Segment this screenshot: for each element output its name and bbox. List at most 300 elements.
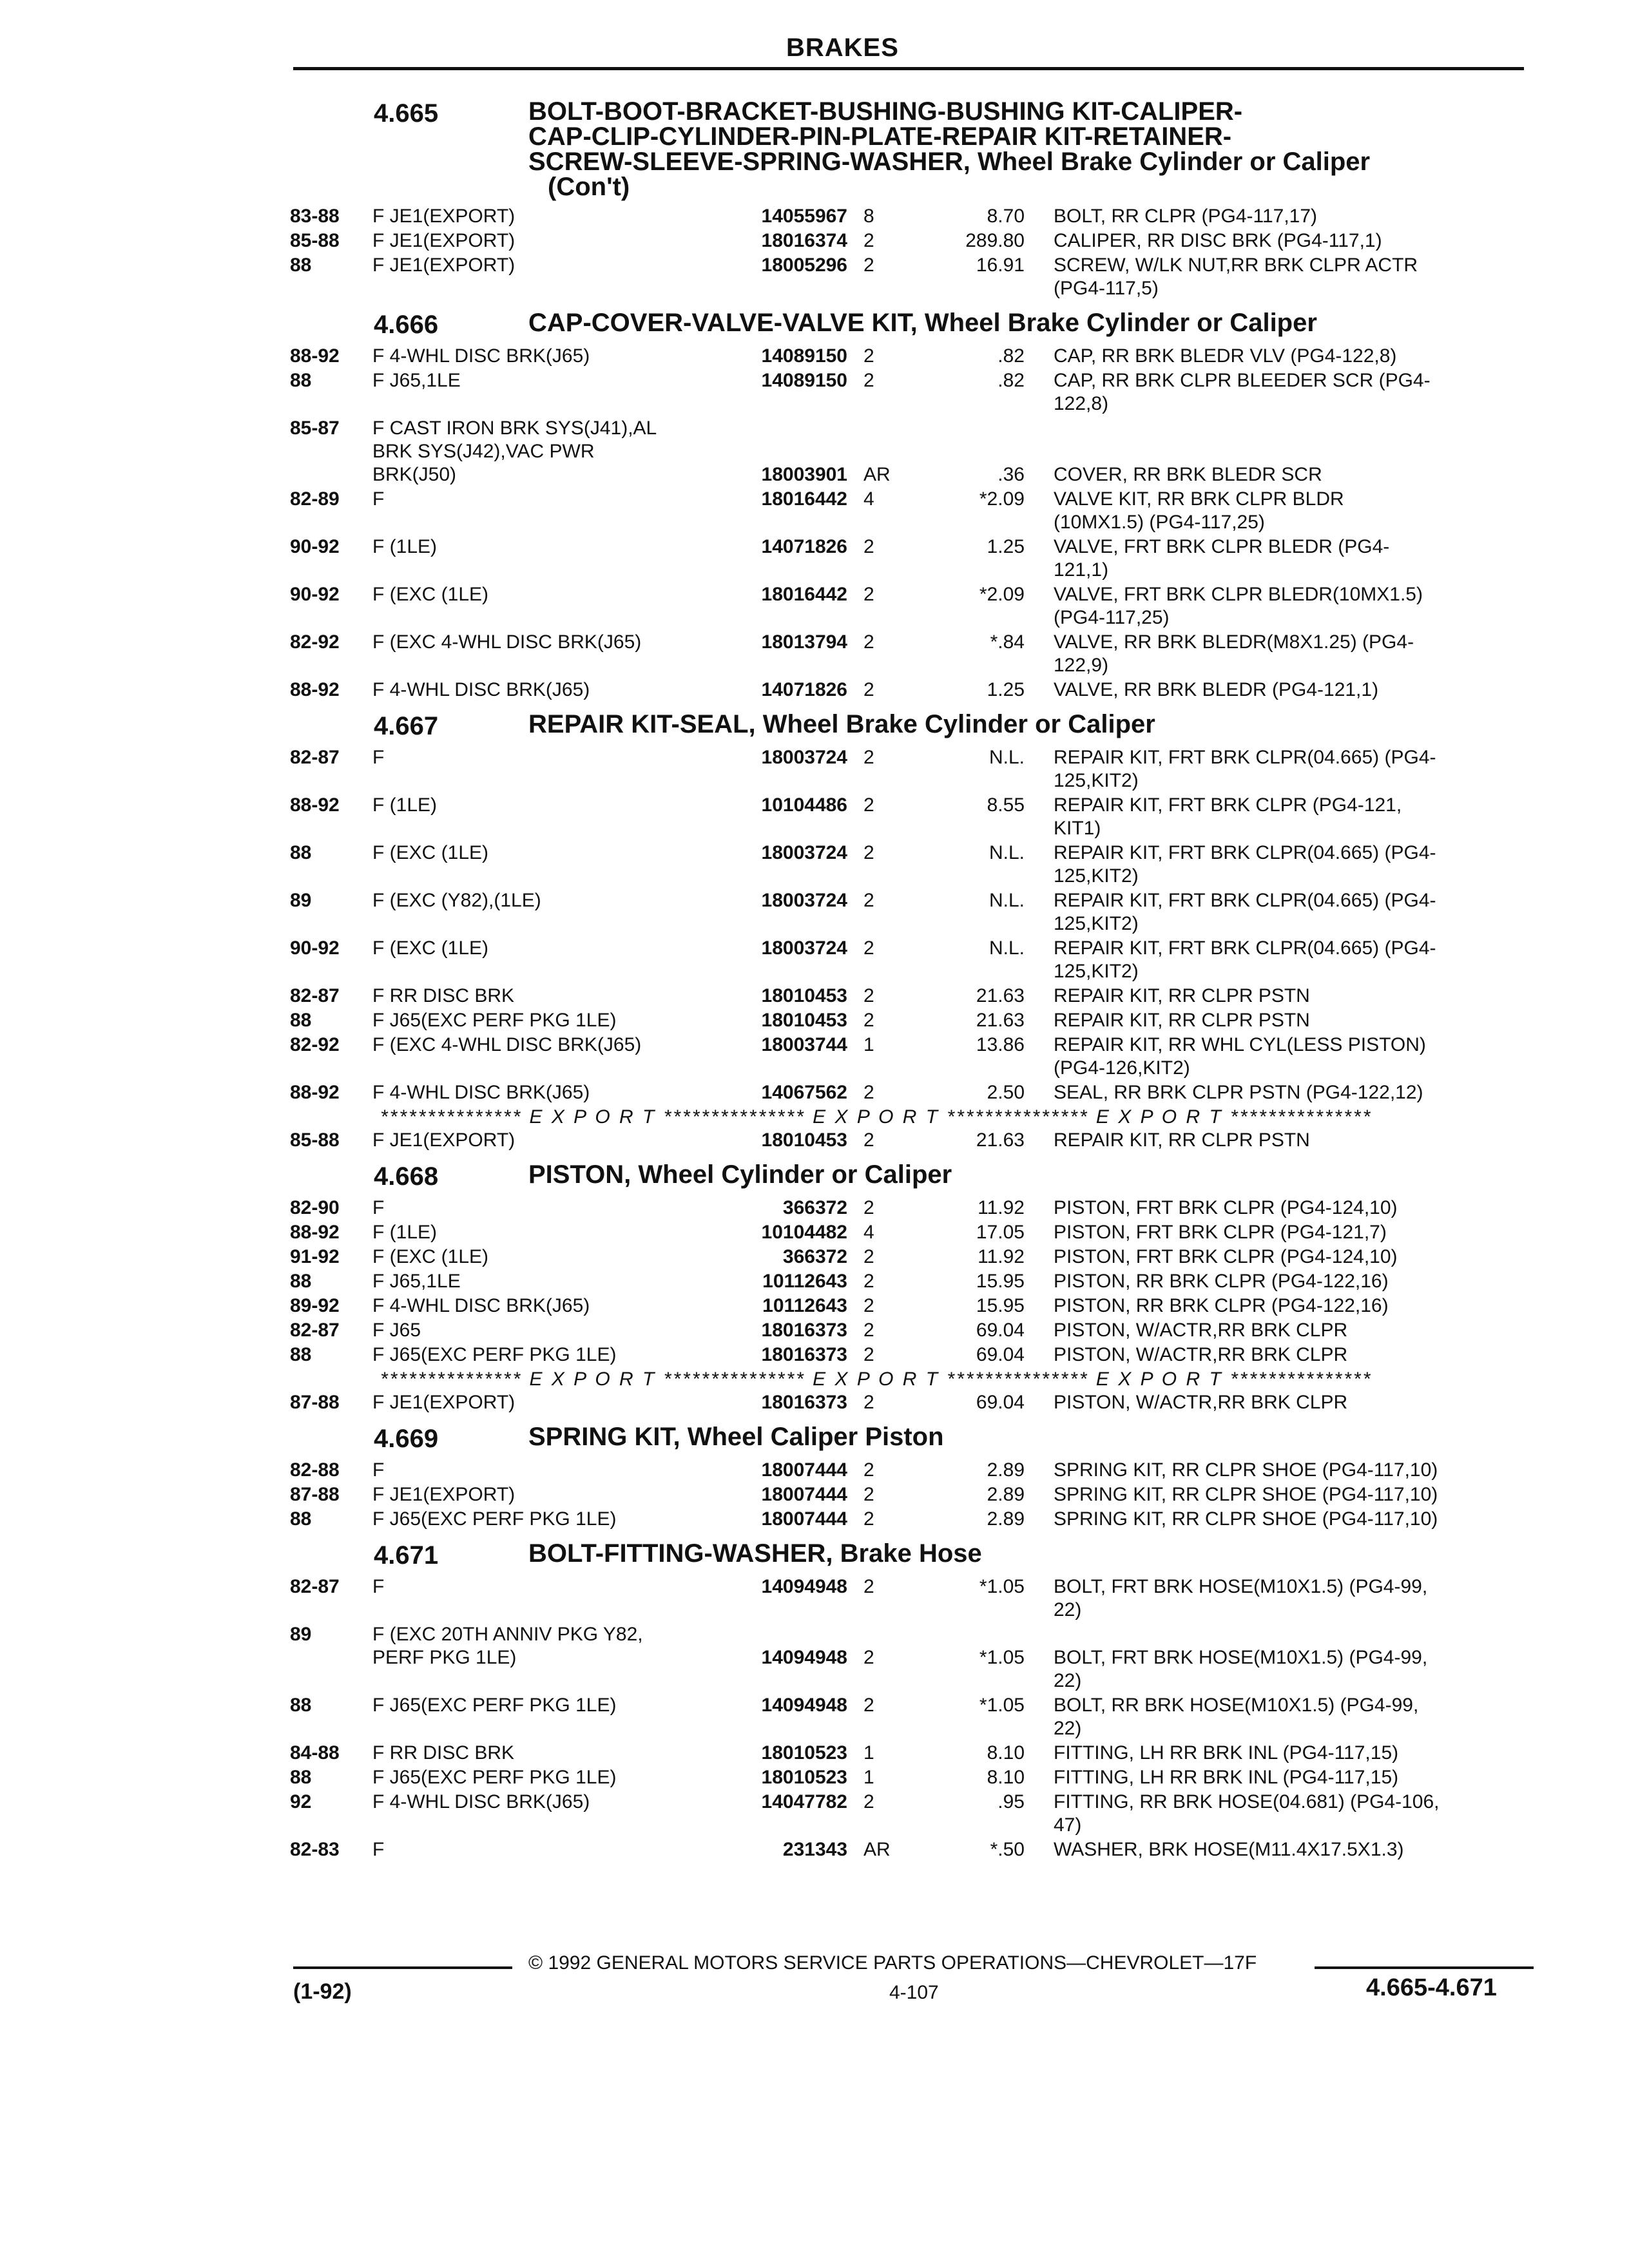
usage-condition: F JE1(EXPORT) <box>372 1484 516 1505</box>
table-row <box>290 1791 1530 1838</box>
footer-copyright: © 1992 GENERAL MOTORS SERVICE PARTS OPERATIONS—CHEVROLET—17F <box>528 1952 1257 1974</box>
table-row <box>290 1766 1530 1791</box>
table-row <box>290 1483 1530 1508</box>
part-number: 18016373 <box>761 1392 847 1413</box>
quantity: 2 <box>863 1576 874 1597</box>
part-number: 18003724 <box>761 842 847 863</box>
usage-condition: F (1LE) <box>372 1222 438 1243</box>
usage-condition: F 4-WHL DISC BRK(J65) <box>372 1295 590 1316</box>
part-number: 18016442 <box>761 584 847 605</box>
section-title-line: SCREW-SLEEVE-SPRING-WASHER, Wheel Brake Cylinder or Caliper <box>528 148 1371 176</box>
price: 15.95 <box>976 1271 1025 1292</box>
quantity: 2 <box>863 370 874 391</box>
price: 289.80 <box>965 230 1025 251</box>
section-heading <box>290 311 1530 340</box>
part-number: 14067562 <box>761 1082 847 1103</box>
usage-condition: F JE1(EXPORT) <box>372 255 516 276</box>
part-description: REPAIR KIT, RR CLPR PSTN <box>1054 985 1310 1006</box>
section-number: 4.667 <box>374 712 439 740</box>
part-description: SPRING KIT, RR CLPR SHOE (PG4-117,10) <box>1054 1508 1438 1530</box>
part-number: 18005296 <box>761 255 847 276</box>
table-row <box>290 1221 1530 1245</box>
usage-condition: F (1LE) <box>372 794 438 816</box>
part-description: CAP, RR BRK BLEDR VLV (PG4-122,8) <box>1054 345 1397 367</box>
part-number: 366372 <box>782 1197 847 1218</box>
part-number: 14094948 <box>761 1647 847 1668</box>
table-row <box>290 1319 1530 1343</box>
quantity: 2 <box>863 890 874 911</box>
section-heading <box>290 1425 1530 1454</box>
price: *.50 <box>990 1839 1025 1860</box>
export-divider: *************** E X P O R T *************** E X P O R T *************** E X P O R T *************** <box>380 1106 1373 1128</box>
usage-condition: F (1LE) <box>372 536 438 557</box>
footer-section-range: 4.665-4.671 <box>1366 1974 1497 2001</box>
model-years: 87-88 <box>290 1392 340 1413</box>
quantity: 4 <box>863 488 874 510</box>
model-years: 88-92 <box>290 679 340 700</box>
price: 69.04 <box>976 1320 1025 1341</box>
part-description: BOLT, RR BRK HOSE(M10X1.5) (PG4-99, 22) <box>1054 1695 1419 1739</box>
part-number: 18003724 <box>761 937 847 959</box>
section-title-line: PISTON, Wheel Cylinder or Caliper <box>528 1160 952 1189</box>
section-number: 4.671 <box>374 1541 439 1570</box>
part-description: SCREW, W/LK NUT,RR BRK CLPR ACTR (PG4-117,5) <box>1054 255 1418 299</box>
section-number: 4.666 <box>374 311 439 339</box>
table-row <box>290 583 1530 631</box>
table-row <box>290 1196 1530 1221</box>
price: 2.89 <box>987 1459 1025 1481</box>
section-title-line: REPAIR KIT-SEAL, Wheel Brake Cylinder or Caliper <box>528 710 1155 738</box>
price: 69.04 <box>976 1344 1025 1365</box>
quantity: 2 <box>863 1271 874 1292</box>
price: 21.63 <box>976 1129 1025 1151</box>
table-row <box>290 1623 1530 1694</box>
section-number: 4.668 <box>374 1162 439 1191</box>
model-years: 90-92 <box>290 536 340 557</box>
quantity: 8 <box>863 206 874 227</box>
usage-condition: F RR DISC BRK <box>372 1742 515 1763</box>
section-title <box>528 1425 1530 1450</box>
section-title <box>528 311 1530 336</box>
usage-condition: F (EXC (Y82),(1LE) <box>372 890 541 911</box>
part-number: 18003901 <box>761 464 847 485</box>
section-number: 4.665 <box>374 99 439 128</box>
price: 15.95 <box>976 1295 1025 1316</box>
model-years: 88-92 <box>290 1082 340 1103</box>
table-row <box>290 1575 1530 1623</box>
section-heading <box>290 712 1530 741</box>
price: *.84 <box>990 631 1025 653</box>
price: N.L. <box>988 937 1025 959</box>
quantity: 2 <box>863 1791 874 1812</box>
model-years: 83-88 <box>290 206 340 227</box>
price: N.L. <box>988 842 1025 863</box>
quantity: 2 <box>863 747 874 768</box>
section-title <box>528 1541 1530 1566</box>
table-row <box>290 1343 1530 1368</box>
part-description: VALVE KIT, RR BRK CLPR BLDR (10MX1.5) (PG4-117,25) <box>1054 488 1344 533</box>
part-number: 14094948 <box>761 1576 847 1597</box>
usage-condition: F CAST IRON BRK SYS(J41),AL BRK SYS(J42),VAC PWR BRK(J50) <box>372 418 657 485</box>
usage-condition: F J65 <box>372 1320 421 1341</box>
model-years: 88 <box>290 370 312 391</box>
price: 21.63 <box>976 985 1025 1006</box>
price: 11.92 <box>978 1246 1025 1267</box>
part-description: CAP, RR BRK CLPR BLEEDER SCR (PG4- 122,8) <box>1054 370 1431 414</box>
usage-condition: F 4-WHL DISC BRK(J65) <box>372 1082 590 1103</box>
table-row <box>290 1033 1530 1081</box>
part-description: PISTON, W/ACTR,RR BRK CLPR <box>1054 1344 1348 1365</box>
part-number: 14071826 <box>761 536 847 557</box>
section-title-line: CAP-CLIP-CYLINDER-PIN-PLATE-REPAIR KIT-RETAINER- <box>528 122 1232 151</box>
quantity: 2 <box>863 230 874 251</box>
quantity: 2 <box>863 1344 874 1365</box>
quantity: 2 <box>863 345 874 367</box>
part-number: 18016442 <box>761 488 847 510</box>
part-description: PISTON, FRT BRK CLPR (PG4-121,7) <box>1054 1222 1387 1243</box>
part-number: 10112643 <box>762 1271 847 1292</box>
table-row <box>290 254 1530 302</box>
part-description: REPAIR KIT, FRT BRK CLPR(04.665) (PG4- 125,KIT2) <box>1054 747 1436 791</box>
section-heading <box>290 99 1530 200</box>
model-years: 90-92 <box>290 584 340 605</box>
usage-condition: F (EXC 20TH ANNIV PKG Y82, PERF PKG 1LE) <box>372 1624 643 1668</box>
quantity: 2 <box>863 536 874 557</box>
price: 21.63 <box>976 1010 1025 1031</box>
part-description: BOLT, FRT BRK HOSE(M10X1.5) (PG4-99, 22) <box>1054 1647 1428 1691</box>
table-row <box>290 535 1530 583</box>
price: 1.25 <box>987 536 1025 557</box>
part-number: 18003724 <box>761 747 847 768</box>
part-number: 18016373 <box>761 1320 847 1341</box>
part-number: 18016373 <box>761 1344 847 1365</box>
price: 2.50 <box>987 1082 1025 1103</box>
part-description: REPAIR KIT, RR CLPR PSTN <box>1054 1129 1310 1151</box>
parts-listing <box>290 90 1530 1863</box>
price: .95 <box>998 1791 1025 1812</box>
part-number: 18010453 <box>761 1010 847 1031</box>
price: 17.05 <box>976 1222 1025 1243</box>
part-description: FITTING, RR BRK HOSE(04.681) (PG4-106, 47) <box>1054 1791 1440 1836</box>
price: 8.10 <box>987 1742 1025 1763</box>
price: 13.86 <box>976 1034 1025 1055</box>
quantity: 2 <box>863 1129 874 1151</box>
usage-condition: F 4-WHL DISC BRK(J65) <box>372 1791 590 1812</box>
table-row <box>290 1245 1530 1270</box>
quantity: 2 <box>863 584 874 605</box>
quantity: 2 <box>863 679 874 700</box>
model-years: 82-87 <box>290 1320 340 1341</box>
table-row <box>290 1742 1530 1766</box>
quantity: 1 <box>863 1034 874 1055</box>
table-row <box>290 1009 1530 1033</box>
quantity: 2 <box>863 1392 874 1413</box>
model-years: 89-92 <box>290 1295 340 1316</box>
price: 16.91 <box>976 255 1025 276</box>
price: 8.70 <box>987 206 1025 227</box>
price: *1.05 <box>979 1576 1025 1597</box>
quantity: 2 <box>863 842 874 863</box>
model-years: 82-89 <box>290 488 340 510</box>
model-years: 88 <box>290 1010 312 1031</box>
part-number: 18010523 <box>761 1767 847 1788</box>
section-title-line: BOLT-BOOT-BRACKET-BUSHING-BUSHING KIT-CALIPER- <box>528 97 1243 126</box>
quantity: 2 <box>863 1647 874 1668</box>
section-title-line: BOLT-FITTING-WASHER, Brake Hose <box>528 1539 982 1568</box>
part-description: REPAIR KIT, FRT BRK CLPR(04.665) (PG4- 125,KIT2) <box>1054 890 1436 934</box>
footer-rule-left <box>293 1966 512 1969</box>
model-years: 88 <box>290 1508 312 1530</box>
price: N.L. <box>988 747 1025 768</box>
model-years: 88 <box>290 1695 312 1716</box>
part-number: 18007444 <box>761 1508 847 1530</box>
part-number: 10104482 <box>761 1222 847 1243</box>
model-years: 82-87 <box>290 1576 340 1597</box>
usage-condition: F <box>372 1197 385 1218</box>
model-years: 88-92 <box>290 345 340 367</box>
table-row <box>290 937 1530 985</box>
part-number: 18016374 <box>761 230 847 251</box>
part-number: 366372 <box>782 1246 847 1267</box>
part-number: 14089150 <box>761 370 847 391</box>
quantity: 2 <box>863 1082 874 1103</box>
quantity: 2 <box>863 1295 874 1316</box>
price: .82 <box>998 345 1025 367</box>
model-years: 88 <box>290 842 312 863</box>
section-heading <box>290 1162 1530 1191</box>
quantity: 2 <box>863 255 874 276</box>
quantity: 2 <box>863 937 874 959</box>
part-description: COVER, RR BRK BLEDR SCR <box>1054 464 1322 485</box>
continued-label: (Con't) <box>548 173 630 201</box>
part-description: VALVE, FRT BRK CLPR BLEDR(10MX1.5) (PG4-117,25) <box>1054 584 1423 628</box>
usage-condition: F (EXC 4-WHL DISC BRK(J65) <box>372 631 642 653</box>
quantity: 2 <box>863 1484 874 1505</box>
table-row <box>290 345 1530 369</box>
table-row <box>290 1129 1530 1153</box>
table-row <box>290 488 1530 535</box>
part-number: 18003744 <box>761 1034 847 1055</box>
model-years: 91-92 <box>290 1246 340 1267</box>
part-number: 14071826 <box>761 679 847 700</box>
part-number: 18010453 <box>761 985 847 1006</box>
part-description: SEAL, RR BRK CLPR PSTN (PG4-122,12) <box>1054 1082 1423 1103</box>
model-years: 82-87 <box>290 747 340 768</box>
part-description: REPAIR KIT, RR CLPR PSTN <box>1054 1010 1310 1031</box>
table-row <box>290 229 1530 254</box>
quantity: 2 <box>863 1508 874 1530</box>
footer-date: (1-92) <box>293 1979 352 2004</box>
quantity: 1 <box>863 1742 874 1763</box>
section-title-line: CAP-COVER-VALVE-VALVE KIT, Wheel Brake Cylinder or Caliper <box>528 309 1317 337</box>
price: N.L. <box>988 890 1025 911</box>
section-title <box>528 99 1530 200</box>
quantity: 2 <box>863 985 874 1006</box>
usage-condition: F (EXC (1LE) <box>372 937 489 959</box>
price: *2.09 <box>979 584 1025 605</box>
part-description: SPRING KIT, RR CLPR SHOE (PG4-117,10) <box>1054 1484 1438 1505</box>
table-row <box>290 369 1530 417</box>
header-rule <box>293 67 1524 70</box>
part-number: 10104486 <box>761 794 847 816</box>
usage-condition: F <box>372 1839 385 1860</box>
part-number: 18007444 <box>761 1484 847 1505</box>
export-divider: *************** E X P O R T *************** E X P O R T *************** E X P O R T *************** <box>380 1369 1373 1390</box>
usage-condition: F J65(EXC PERF PKG 1LE) <box>372 1010 617 1031</box>
usage-condition: F (EXC (1LE) <box>372 584 489 605</box>
part-description: PISTON, W/ACTR,RR BRK CLPR <box>1054 1320 1348 1341</box>
table-row <box>290 417 1530 488</box>
part-number: 14094948 <box>761 1695 847 1716</box>
table-row <box>290 1294 1530 1319</box>
section-title <box>528 1162 1530 1187</box>
part-description: SPRING KIT, RR CLPR SHOE (PG4-117,10) <box>1054 1459 1438 1481</box>
part-description: VALVE, RR BRK BLEDR(M8X1.25) (PG4- 122,9) <box>1054 631 1414 676</box>
part-description: PISTON, FRT BRK CLPR (PG4-124,10) <box>1054 1246 1398 1267</box>
model-years: 82-90 <box>290 1197 340 1218</box>
price: 2.89 <box>987 1508 1025 1530</box>
part-number: 18007444 <box>761 1459 847 1481</box>
price: 69.04 <box>976 1392 1025 1413</box>
quantity: AR <box>863 1839 891 1860</box>
usage-condition: F JE1(EXPORT) <box>372 1392 516 1413</box>
usage-condition: F 4-WHL DISC BRK(J65) <box>372 345 590 367</box>
model-years: 85-88 <box>290 1129 340 1151</box>
price: 2.89 <box>987 1484 1025 1505</box>
section-title-line: SPRING KIT, Wheel Caliper Piston <box>528 1423 944 1451</box>
part-number: 18010523 <box>761 1742 847 1763</box>
price: *1.05 <box>979 1695 1025 1716</box>
model-years: 88 <box>290 1767 312 1788</box>
model-years: 88 <box>290 1344 312 1365</box>
quantity: 2 <box>863 1459 874 1481</box>
part-number: 231343 <box>782 1839 847 1860</box>
part-description: BOLT, RR CLPR (PG4-117,17) <box>1054 206 1318 227</box>
usage-condition: F <box>372 1576 385 1597</box>
quantity: 2 <box>863 631 874 653</box>
table-row <box>290 746 1530 794</box>
table-row <box>290 1459 1530 1483</box>
part-description: REPAIR KIT, FRT BRK CLPR (PG4-121, KIT1) <box>1054 794 1402 839</box>
price: 1.25 <box>987 679 1025 700</box>
model-years: 89 <box>290 1624 312 1645</box>
model-years: 85-88 <box>290 230 340 251</box>
usage-condition: F J65(EXC PERF PKG 1LE) <box>372 1695 617 1716</box>
usage-condition: F <box>372 1459 385 1481</box>
part-description: REPAIR KIT, FRT BRK CLPR(04.665) (PG4- 125,KIT2) <box>1054 937 1436 982</box>
section-number: 4.669 <box>374 1425 439 1453</box>
quantity: 2 <box>863 1197 874 1218</box>
table-row <box>290 1508 1530 1532</box>
part-description: FITTING, LH RR BRK INL (PG4-117,15) <box>1054 1742 1399 1763</box>
part-description: VALVE, RR BRK BLEDR (PG4-121,1) <box>1054 679 1379 700</box>
price: .36 <box>998 464 1025 485</box>
usage-condition: F J65(EXC PERF PKG 1LE) <box>372 1508 617 1530</box>
part-description: CALIPER, RR DISC BRK (PG4-117,1) <box>1054 230 1382 251</box>
part-number: 18010453 <box>761 1129 847 1151</box>
section-title <box>528 712 1530 737</box>
price: 8.10 <box>987 1767 1025 1788</box>
table-row <box>290 889 1530 937</box>
price: *2.09 <box>979 488 1025 510</box>
quantity: 1 <box>863 1767 874 1788</box>
usage-condition: F JE1(EXPORT) <box>372 230 516 251</box>
footer-rule-right <box>1315 1966 1534 1969</box>
usage-condition: F 4-WHL DISC BRK(J65) <box>372 679 590 700</box>
part-description: FITTING, LH RR BRK INL (PG4-117,15) <box>1054 1767 1399 1788</box>
table-row <box>290 1838 1530 1863</box>
part-description: BOLT, FRT BRK HOSE(M10X1.5) (PG4-99, 22) <box>1054 1576 1428 1620</box>
model-years: 84-88 <box>290 1742 340 1763</box>
usage-condition: F (EXC 4-WHL DISC BRK(J65) <box>372 1034 642 1055</box>
part-description: PISTON, FRT BRK CLPR (PG4-124,10) <box>1054 1197 1398 1218</box>
model-years: 82-87 <box>290 985 340 1006</box>
quantity: 2 <box>863 1246 874 1267</box>
part-description: VALVE, FRT BRK CLPR BLEDR (PG4- 121,1) <box>1054 536 1390 581</box>
table-row <box>290 985 1530 1009</box>
usage-condition: F (EXC (1LE) <box>372 842 489 863</box>
model-years: 90-92 <box>290 937 340 959</box>
table-row <box>290 205 1530 229</box>
model-years: 82-88 <box>290 1459 340 1481</box>
price: *1.05 <box>979 1647 1025 1668</box>
part-number: 18003724 <box>761 890 847 911</box>
part-description: REPAIR KIT, FRT BRK CLPR(04.665) (PG4- 125,KIT2) <box>1054 842 1436 887</box>
model-years: 87-88 <box>290 1484 340 1505</box>
model-years: 88-92 <box>290 1222 340 1243</box>
model-years: 89 <box>290 890 312 911</box>
quantity: 2 <box>863 1320 874 1341</box>
quantity: 4 <box>863 1222 874 1243</box>
part-number: 14089150 <box>761 345 847 367</box>
table-row <box>290 678 1530 703</box>
usage-condition: F J65,1LE <box>372 370 461 391</box>
model-years: 92 <box>290 1791 312 1812</box>
table-row <box>290 794 1530 841</box>
running-head: BRAKES <box>786 34 899 62</box>
usage-condition: F (EXC (1LE) <box>372 1246 489 1267</box>
quantity: 2 <box>863 1695 874 1716</box>
usage-condition: F JE1(EXPORT) <box>372 206 516 227</box>
section-heading <box>290 1541 1530 1570</box>
model-years: 82-92 <box>290 1034 340 1055</box>
table-row <box>290 1391 1530 1416</box>
usage-condition: F J65(EXC PERF PKG 1LE) <box>372 1344 617 1365</box>
table-row <box>290 1694 1530 1742</box>
model-years: 82-83 <box>290 1839 340 1860</box>
model-years: 82-92 <box>290 631 340 653</box>
price: 11.92 <box>978 1197 1025 1218</box>
footer-page-number: 4-107 <box>889 1982 939 2003</box>
part-number: 14055967 <box>761 206 847 227</box>
usage-condition: F <box>372 747 385 768</box>
model-years: 85-87 <box>290 418 340 439</box>
part-number: 14047782 <box>761 1791 847 1812</box>
usage-condition: F J65,1LE <box>372 1271 461 1292</box>
price: .82 <box>998 370 1025 391</box>
part-description: WASHER, BRK HOSE(M11.4X17.5X1.3) <box>1054 1839 1404 1860</box>
part-description: PISTON, W/ACTR,RR BRK CLPR <box>1054 1392 1348 1413</box>
part-description: PISTON, RR BRK CLPR (PG4-122,16) <box>1054 1271 1389 1292</box>
quantity: AR <box>863 464 891 485</box>
quantity: 2 <box>863 1010 874 1031</box>
usage-condition: F <box>372 488 385 510</box>
table-row <box>290 1270 1530 1294</box>
table-row <box>290 631 1530 678</box>
table-row <box>290 841 1530 889</box>
price: 8.55 <box>987 794 1025 816</box>
quantity: 2 <box>863 794 874 816</box>
